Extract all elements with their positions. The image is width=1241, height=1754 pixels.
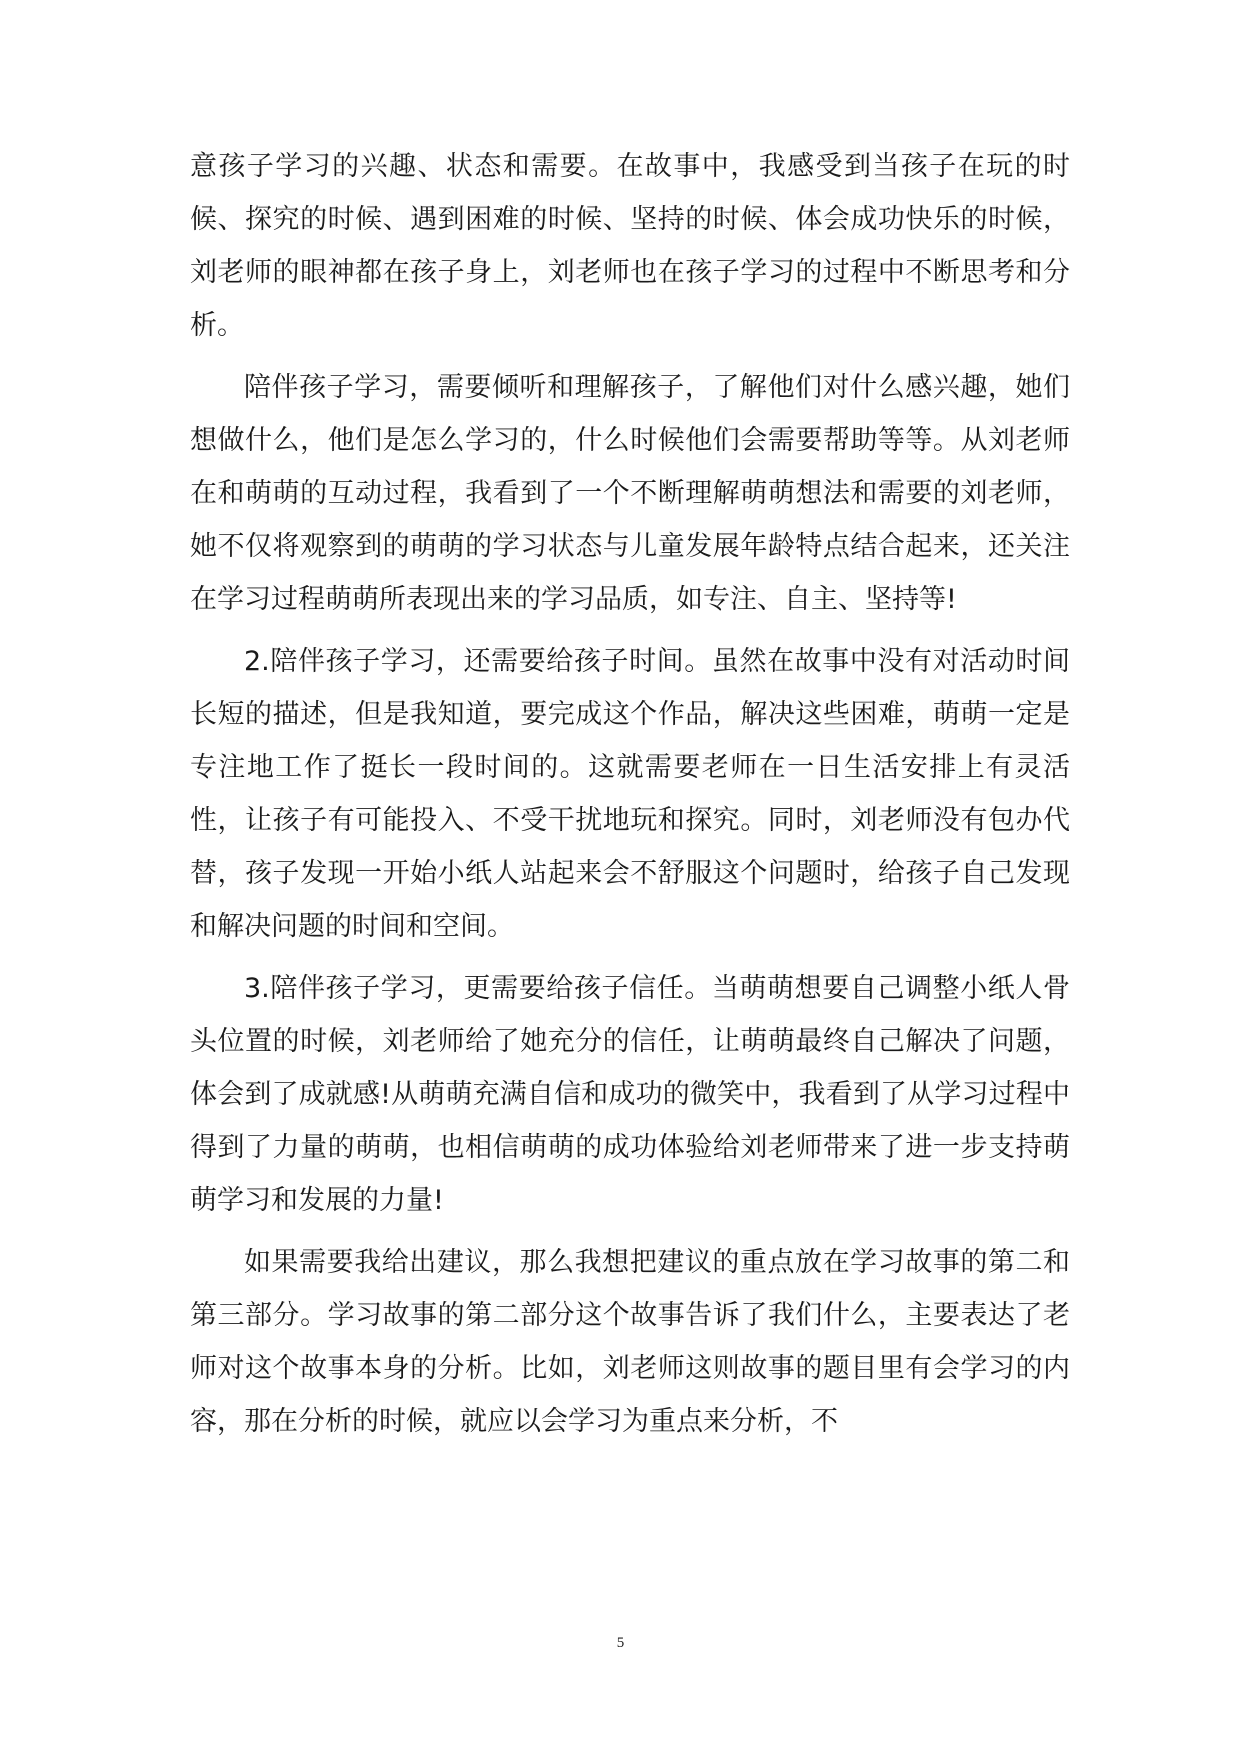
page-number: 5 — [616, 1635, 625, 1651]
paragraph-continuation: 意孩子学习的兴趣、状态和需要。在故事中，我感受到当孩子在玩的时候、探究的时候、遇到困难的时候、坚持的时候、体会成功快乐的时候，刘老师的眼神都在孩子身上，刘老师也在孩子学习的过程中不断思考和分析。 — [190, 151, 1070, 341]
paragraph-point-2-time: 2.陪伴孩子学习，还需要给孩子时间。虽然在故事中没有对活动时间长短的描述，但是我知道，要完成这个作品，解决这些困难，萌萌一定是专注地工作了挺长一段时间的。这就需要老师在一日生活安排上有灵活性，让孩子有可能投入、不受干扰地玩和探究。同时，刘老师没有包办代替，孩子发现一开始小纸人站起来会不舒服这个问题时，给孩子自己发现和解决问题的时间和空间。 — [190, 646, 1070, 942]
paragraph-suggestions: 如果需要我给出建议，那么我想把建议的重点放在学习故事的第二和第三部分。学习故事的第二部分这个故事告诉了我们什么，主要表达了老师对这个故事本身的分析。比如，刘老师这则故事的题目里有会学习的内容，那在分析的时候，就应以会学习为重点来分析，不 — [190, 1247, 1070, 1437]
paragraph-point-3-trust: 3.陪伴孩子学习，更需要给孩子信任。当萌萌想要自己调整小纸人骨头位置的时候，刘老师给了她充分的信任，让萌萌最终自己解决了问题，体会到了成就感!从萌萌充满自信和成功的微笑中，我看到了从学习过程中得到了力量的萌萌，也相信萌萌的成功体验给刘老师带来了进一步支持萌萌学习和发展的力量! — [190, 973, 1070, 1216]
page-body — [190, 140, 1070, 1448]
paragraph-accompany-listen: 陪伴孩子学习，需要倾听和理解孩子，了解他们对什么感兴趣，她们想做什么，他们是怎么学习的，什么时候他们会需要帮助等等。从刘老师在和萌萌的互动过程，我看到了一个不断理解萌萌想法和需要的刘老师，她不仅将观察到的萌萌的学习状态与儿童发展年龄特点结合起来，还关注在学习过程萌萌所表现出来的学习品质，如专注、自主、坚持等! — [190, 372, 1070, 615]
